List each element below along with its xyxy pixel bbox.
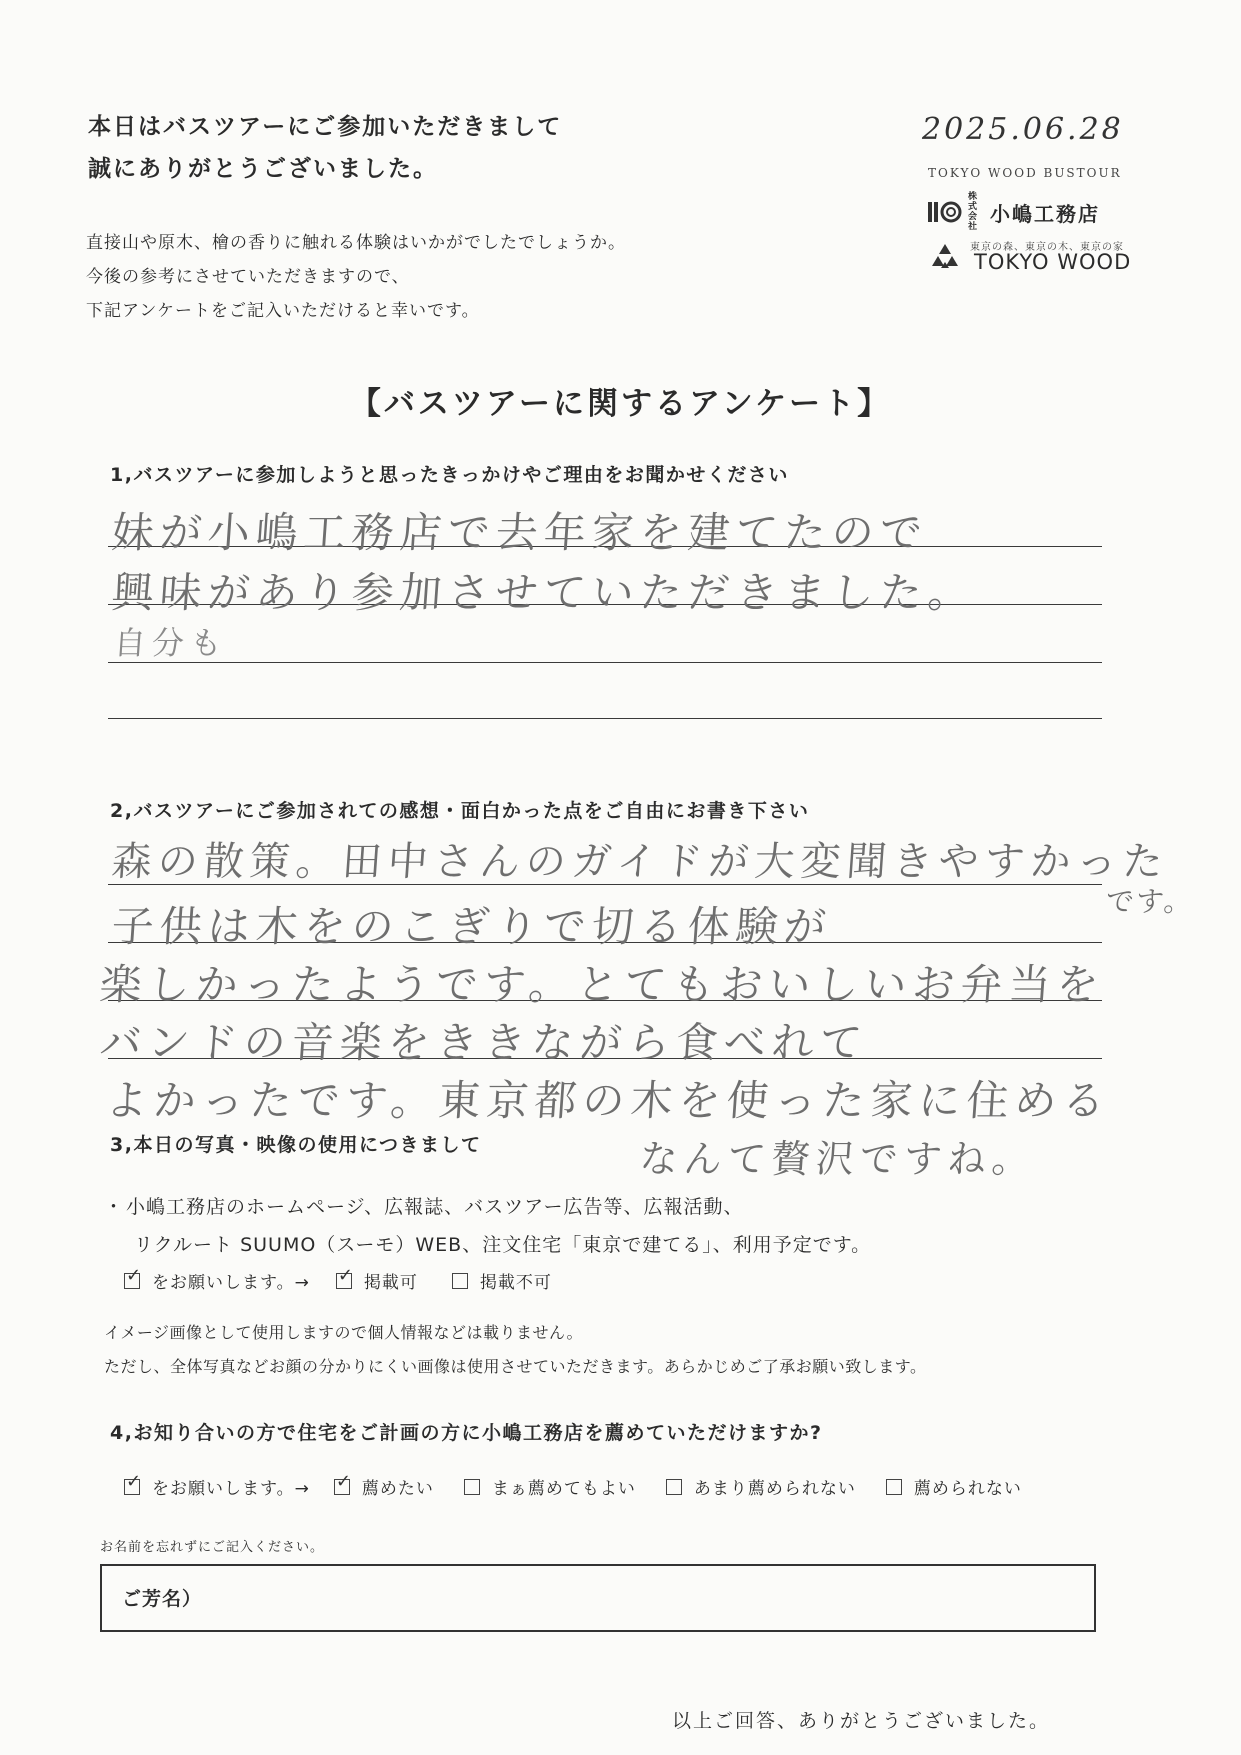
q1-answer-line3: 自分も [112, 624, 230, 662]
intro-body-line2: 今後の参考にさせていただきますので、 [86, 267, 410, 287]
option-recommend: 薦めたい [361, 1479, 434, 1499]
q2-answer-sidenote: です。 [1104, 885, 1195, 918]
company-mark-icon [928, 201, 962, 223]
q4-instruction: をお願いします。→ [152, 1479, 310, 1499]
option-photo-not-allowed: 掲載不可 [479, 1273, 552, 1293]
q3-options [124, 1268, 552, 1293]
checkbox-photo-not-allowed[interactable] [452, 1273, 468, 1289]
answer-line [108, 662, 1102, 663]
name-label: ご芳名） [122, 1588, 203, 1610]
intro-heading [88, 106, 562, 190]
name-hint: お名前を忘れずにご記入ください。 [100, 1540, 325, 1555]
intro-body-line3: 下記アンケートをご記入いただけると幸いです。 [86, 301, 480, 321]
checkbox-photo-allowed[interactable] [336, 1273, 352, 1289]
event-date: 2025.06.28 [922, 112, 1124, 147]
checkbox-hardly-recommend[interactable] [666, 1479, 682, 1495]
question-2: 2,バスツアーにご参加されての感想・面白かった点をご自由にお書き下さい [110, 800, 810, 822]
closing-thanks: 以上ご回答、ありがとうございました。 [672, 1710, 1051, 1732]
survey-title: 【バスツアーに関するアンケート】 [349, 386, 892, 422]
answer-line [108, 718, 1102, 719]
intro-body-line1: 直接山や原木、檜の香りに触れる体験はいかがでしたでしょうか。 [86, 233, 626, 253]
photo-usage-text [104, 1188, 871, 1264]
photo-note-2: ただし、全体写真などお顔の分かりにくい画像は使用させていただきます。あらかじめご了承お願い致します。 [104, 1357, 927, 1376]
question-3: 3,本日の写真・映像の使用につきまして [110, 1134, 482, 1156]
tokyo-wood-logo [928, 240, 1131, 274]
q2-answer-line2: 子供は木をのこぎりで切る体験が [110, 902, 834, 951]
company-name: 小嶋工務店 [990, 201, 1100, 226]
bullet: ・ [104, 1196, 125, 1218]
name-field[interactable] [100, 1564, 1096, 1632]
checkbox-not-recommend[interactable] [886, 1479, 902, 1495]
q2-answer-line6: なんて贅沢ですね。 [638, 1137, 1038, 1181]
q1-answer-line1: 妹が小嶋工務店で去年家を建てたので [110, 508, 930, 557]
option-hardly-recommend: あまり薦められない [693, 1479, 856, 1499]
company-logo [928, 192, 1100, 232]
instruction-checkbox-sample [124, 1479, 140, 1495]
q3-instruction: をお願いします。→ [152, 1273, 310, 1293]
option-somewhat-recommend: まぁ薦めてもよい [491, 1479, 636, 1499]
q4-options [124, 1474, 1022, 1499]
option-not-recommend: 薦められない [913, 1479, 1022, 1499]
tokyo-wood-triangles-icon [928, 240, 962, 274]
photo-usage-line1: 小嶋工務店のホームページ、広報誌、バスツアー広告等、広報活動、 [126, 1196, 744, 1218]
intro-heading-line1: 本日はバスツアーにご参加いただきまして [88, 114, 563, 140]
instruction-checkbox-sample [124, 1273, 140, 1289]
tokyo-wood-tagline: 東京の森、東京の木、東京の家 [970, 242, 1124, 253]
checkbox-somewhat-recommend[interactable] [464, 1479, 480, 1495]
q2-answer-line4: バンドの音楽をききながら食べれて [98, 1018, 870, 1067]
q2-answer-line1: 森の散策。田中さんのガイドが大変聞きやすかった [110, 839, 1171, 885]
option-photo-allowed: 掲載可 [363, 1273, 418, 1293]
q1-answer-line2: 興味があり参加させていただきました。 [110, 568, 978, 617]
intro-heading-line2: 誠にありがとうございました。 [88, 156, 438, 182]
photo-usage-line2: リクルート SUUMO（スーモ）WEB、注文住宅「東京で建てる」、利用予定です。 [134, 1234, 872, 1256]
photo-note-1: イメージ画像として使用しますので個人情報などは載りません。 [104, 1323, 583, 1342]
intro-body [86, 226, 626, 328]
question-1: 1,バスツアーに参加しようと思ったきっかけやご理由をお聞かせください [110, 464, 789, 486]
company-type: 株式会社 [968, 192, 978, 232]
q2-answer-line3: 楽しかったようです。とてもおいしいお弁当を [98, 960, 1107, 1009]
question-4: 4,お知り合いの方で住宅をご計画の方に小嶋工務店を薦めていただけますか? [110, 1422, 823, 1444]
tokyo-wood-brand: TOKYO WOOD [974, 250, 1132, 274]
checkbox-recommend[interactable] [334, 1479, 350, 1495]
event-name: TOKYO WOOD BUSTOUR [928, 166, 1122, 180]
q2-answer-line5: よかったです。東京都の木を使った家に住める [104, 1076, 1113, 1125]
